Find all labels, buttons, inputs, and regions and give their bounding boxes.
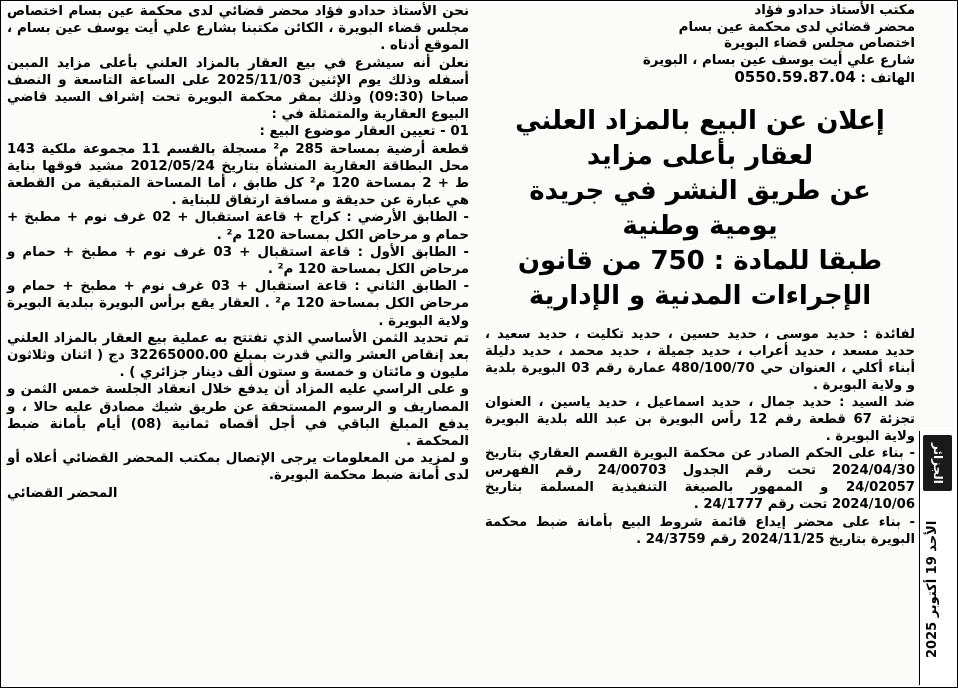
payment-paragraph: و على الراسي عليه المزاد أن يدفع خلال انعقاد الجلسة خمس الثمن و المصاريف و الرسوم المستحقة عن طريق شيك مصادق عليه حالا ، و يدفع المبلغ الباقي في أجل أقصاه ثمانية (08) أيام بأمانة ضبط المحكمة . <box>7 382 469 450</box>
deposit-paragraph: - بناء على محضر إيداع قائمة شروط البيع بأمانة ضبط محكمة البويرة بتاريخ 2024/11/25 رقم 24/3759 . <box>485 514 915 547</box>
land-description: قطعة أرضية بمساحة 285 م² مسجلة بالقسم 11 مجموعة ملكية 143 محل البطاقة العقارية المنشأة بتاريخ 2012/05/24 مشيد فوقها بناية ط + 2 بمساحة 120 م² كل طابق ، أما المساحة المتبقية من القطعة هي عبارة عن حديقة و مسافة ارتفاق للبناية . <box>7 141 470 209</box>
second-floor-description: - الطابق الثاني : قاعة استقبال + 03 غرف نوم + مطبخ + حمام و مرحاض الكل بمساحة 120 م² . العقار يقع برأس البويرة ببلدية البويرة ولاية البويرة . <box>7 279 470 329</box>
office-phone-line <box>485 69 915 88</box>
price-paragraph: تم تحديد الثمن الأساسي الذي تفتتح به عملية بيع العقار بالمزاد العلني بعد إنقاص العشر والتي قدرت بمبلغ 32265000.00 دج ( اثنان وثلاثون مليون و مائتان و خمسة و ستون ألف دينار جزائري ) . <box>7 330 469 381</box>
signature: المحضر القضائي <box>7 485 118 501</box>
ground-floor-description: - الطابق الأرضي : كراج + قاعة استقبال + 02 غرف نوم + مطبخ + حمام و مرحاض الكل بمساحة 120 م² . <box>7 210 469 243</box>
property-section-title: 01 - تعيين العقار موضوع البيع : <box>259 124 469 140</box>
announcement-paragraph: نعلن أنه سيشرع في بيع العقار بالمزاد العلني بأعلى مزايد المبين أسفله وذلك يوم الإثنين 2025/11/03 على الساعة التاسعة و النصف صباحا (09:30) وذلك بمقر محكمة البويرة تحت إشراف السيد قاضي البيوع العقارية والمتمثلة في : <box>7 55 469 123</box>
side-tab <box>919 431 956 685</box>
announcement-left-column <box>7 3 469 502</box>
first-floor-description: - الطابق الأول : قاعة استقبال + 03 غرف نوم + مطبخ + حمام و مرحاض الكل بمساحة 120 م² . <box>7 244 469 278</box>
office-address: شارع علي أيت يوسف عين بسام ، البويرة <box>642 52 915 68</box>
phone-number: 0550.59.87.04 <box>734 68 856 86</box>
headline-line-5: طبقا للمادة : 750 من قانون <box>517 245 883 276</box>
headline <box>485 104 915 314</box>
announcement-right-column <box>485 3 915 548</box>
judgment-paragraph: - بناء على الحكم الصادر عن محكمة البويرة القسم العقاري بتاريخ 2024/04/30 تحت رقم الجدول 24/00703 رقم الفهرس 24/02057 و الممهور بالصيغة التنفيذية المسلمة بتاريخ 2024/10/06 تحت رقم 24/1777 . <box>485 446 915 513</box>
beneficiaries-paragraph: لفائدة : حديد موسى ، حديد حسين ، حديد تكليت ، حديد سعيد ، حديد مسعد ، حديد أعراب ، حديد جميلة ، حديد محمد ، حديد دليلة أبناء أكلي ، العنوان حي 480/100/70 عمارة رقم 03 البويرة بلدية و ولاية البويرة . <box>485 326 915 393</box>
intro-paragraph: نحن الأستاذ حدادو فؤاد محضر قضائي لدى محكمة عين بسام اختصاص مجلس قضاء البويرة ، الكائن مكتبنا بشارع علي أيت يوسف عين بسام ، الموقع أدناه . <box>7 4 469 54</box>
office-role: محضر قضائي لدى محكمة عين بسام <box>678 19 915 35</box>
headline-line-4: يومية وطنية <box>622 210 778 241</box>
headline-line-3: عن طريق النشر في جريدة <box>529 175 871 206</box>
issue-date: الأحد 19 أكتوبر 2025 <box>925 520 940 658</box>
office-name: مكتب الأستاذ حدادو فؤاد <box>754 3 915 18</box>
headline-line-2: لعقار بأعلى مزايد <box>586 140 814 171</box>
right-body <box>485 326 915 548</box>
office-info <box>485 3 915 88</box>
newspaper-logo: الجزائر <box>923 435 952 491</box>
against-paragraph: ضد السيد : حديد جمال ، حديد اسماعيل ، حديد ياسين ، العنوان تجزئة 67 قطعة رقم 12 رأس البويرة بن عبد الله بلدية البويرة ولاية البويرة . <box>485 394 915 445</box>
info-paragraph: و لمزيد من المعلومات يرجى الإتصال بمكتب المحضر القضائي أعلاه أو لدى أمانة ضبط محكمة البويرة. <box>7 451 469 484</box>
headline-line-6: الإجراءات المدنية و الإدارية <box>528 280 872 311</box>
office-jurisdiction: اختصاص مجلس قضاء البويرة <box>724 36 915 51</box>
phone-label: الهاتف : <box>860 71 915 86</box>
headline-line-1: إعلان عن البيع بالمزاد العلني <box>515 105 885 136</box>
